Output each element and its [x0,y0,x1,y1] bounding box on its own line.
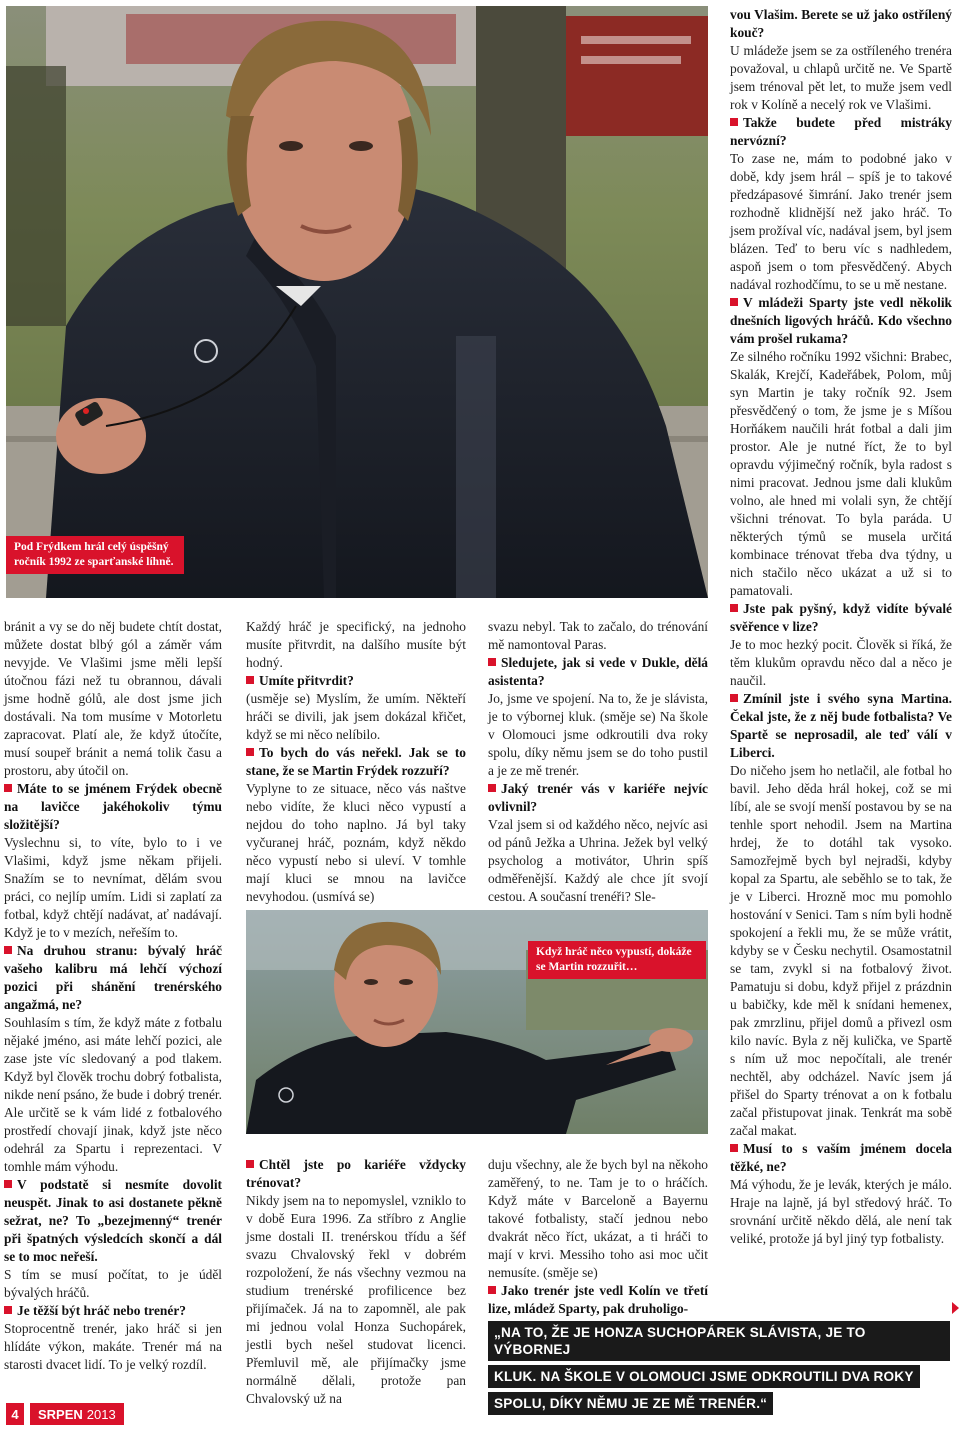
interview-answer-text: Stoprocentně trenér, jako hráč si jen hlídáte výkon, makáte. Trenér má na starosti dvacet lidí. To je velký rozdíl. [4,1321,222,1372]
interview-question [4,780,222,834]
interview-question-text: To bych do vás neřekl. Jak se to stane, že se Martin Frýdek rozzuří? [246,745,466,778]
interview-question [488,654,708,690]
pull-quote [488,1321,950,1419]
interview-answer [246,690,466,744]
interview-answer [4,1266,222,1302]
page-footer [6,1403,124,1425]
interview-question [246,744,466,780]
interview-question-text: Na druhou stranu: bývalý hráč vašeho kalibru má lehčí výchozí pozici při shánění trenérského angažmá, ne? [4,943,222,1012]
interview-answer [4,834,222,942]
question-bullet-icon [246,1160,254,1168]
question-bullet-icon [488,784,496,792]
secondary-photo-caption [528,941,706,979]
interview-answer-text: To zase ne, mám to podobné jako v době, kdy jsem hrál – spíš je to takové předzápasové šimrání. Jako trenér jsem rozhodně klidnější než jako hráč. To jsem prožíval víc, nadával jsem, byl jsem blázen. Teď to beru víc s nadhledem, aspoň jsem o tom přesvědčený. Abych nadával rozhodčímu, to se u mě nestane. [730,151,952,292]
interview-answer [488,1156,708,1282]
interview-question [246,1156,466,1192]
interview-question-text: Je těžší být hráč nebo trenér? [17,1303,186,1318]
interview-answer [246,618,466,672]
question-bullet-icon [4,784,12,792]
interview-answer [730,762,952,1140]
continue-arrow-icon [952,1302,959,1314]
interview-question [730,1140,952,1176]
interview-answer [730,150,952,294]
interview-question [4,1176,222,1266]
interview-answer-text: Do ničeho jsem ho netlačil, ale fotbal ho bavil. Jeho děda hrál hokej, což se mi líbí, ale se svojí menší postavou by se na tenhle sport nehodil. Jsem na Martina hrdej, že to dotáhl tak vysoko. Samozřejmě bych byl nejradši, kdyby kopal za Spartu, ale seběhlo se to tak, že je v Liberci. Hrozně moc mu pomohlo hostování v Senici. Tam s ním byli hodně spokojení a řekli mu, že se může vrátit, kdyby se v Česku nechytil. Osamostatnil se tam, zvykl si na fotbalový život. Pamatuju si dobu, když přijel z prázdnin u babičky, kde měl k snídani hemenex, pak zmrzlinu, přijel domů a přivezl osm kilo navíc. Byla z něj kulička, ve Spartě s ním už moc nepočítali, ale trenér nechtěl, aby odcházel. Navíc jsem já přišel do Sparty trénovat a on k fotbalu začal přistupovat jinak. Tenkrát ma sobě začal makat. [730,763,952,1138]
interview-answer [246,780,466,906]
issue-month: SRPEN [38,1406,83,1422]
interview-answer [488,816,708,906]
article-column-1 [4,618,222,1374]
interview-question-text: vou Vlašim. Berete se už jako ostřílený kouč? [730,7,952,40]
interview-question-text: V podstatě si nesmíte dovolit neuspět. Jinak to asi dostanete pěkně sežrat, ne? To „bezejmenný“ trenér při špatných výsledcích skončí a dál se to moc neřeší. [4,1177,222,1264]
interview-question-text: Takže budete před mistráky nervózní? [730,115,952,148]
interview-question-text: Sledujete, jak si vede v Dukle, dělá asistenta? [488,655,708,688]
article-column-4 [730,6,952,1248]
interview-question-text: Chtěl jste po kariéře vždycky trénovat? [246,1157,466,1190]
interview-question [246,672,466,690]
interview-answer-text: (usměje se) Myslím, že umím. Někteří hráči se divili, jak jsem dokázal křičet, když se mi něco nelíbilo. [246,691,466,742]
issue-label [30,1403,124,1425]
interview-answer [4,618,222,780]
pull-quote-line: „NA TO, ŽE JE HONZA SUCHOPÁREK SLÁVISTA, JE TO VÝBORNEJ [488,1321,950,1361]
main-photo-caption-text: Pod Frýdkem hrál celý úspěšný ročník 1992 ze sparťanské líhně. [14,541,174,568]
page-number: 4 [6,1403,24,1425]
interview-answer-text: Vyslechnu si, to víte, bylo to i ve Vlašimi, když jsme někam přijeli. Snažím se to nevnímat, dělám svou práci, co nejlíp umím. Lidi si zaplatí za fotbal, když chtějí nadávat, ať nadávají. Když je to v mezích, neřeším to. [4,835,222,940]
interview-answer [730,348,952,600]
question-bullet-icon [488,1286,496,1294]
article-column-2-bottom [246,1156,466,1408]
interview-answer-text: duju všechny, ale že bych byl na někoho zaměřený, to ne. Tam je to o hráčích. Když máte v Barceloně a Bayernu takové fotbalisty, stačí jednou nebo dvakrát něco říct, ukázat, a ti hráči to mají v krvi. Messiho toho asi moc učit nemusíte. (směje se) [488,1157,708,1280]
question-bullet-icon [4,1180,12,1188]
interview-question [488,1282,708,1318]
interview-question-text: Máte to se jménem Frýdek obecně na lavičce jakéhokoliv týmu složitější? [4,781,222,832]
main-photo [6,6,708,598]
interview-question-text: Musí to s vaším jménem docela těžké, ne? [730,1141,952,1174]
interview-answer [730,1176,952,1248]
question-bullet-icon [246,676,254,684]
question-bullet-icon [246,748,254,756]
interview-answer-text: Vyplyne to ze situace, něco vás naštve nebo vidíte, že kluci něco vypustí a nejdou do toho naplno. Já byl taky vyčuranej hráč, poznám, když někdo něco vypustí nebo si uleví. V tomhle mají kluci se mnou na lavičce nevyhodou. (usmívá se) [246,781,466,904]
interview-answer [488,690,708,780]
interview-answer-text: S tím se musí počítat, to je úděl bývalých hráčů. [4,1267,222,1300]
interview-answer-text: Je to moc hezký pocit. Člověk si říká, že těm klukům opravdu něco dal a něco je naučil. [730,637,952,688]
question-bullet-icon [488,658,496,666]
pull-quote-line: KLUK. NA ŠKOLE V OLOMOUCI JSME ODKROUTILI DVA ROKY [488,1365,920,1388]
interview-answer-text: Vzal jsem si od každého něco, nejvíc asi od pánů Ježka a Uhrina. Ježek byl velký psycholog a motivátor, Uhrin spíš odměřenější. Každý ale chce jít svojí cestou. A současní trenéři? Sle- [488,817,708,904]
interview-answer-text: U mládeže jsem se za ostříleného trenéra považoval, u chlapů určitě ne. Ve Spartě jsem trénoval pět let, to muže jsem vedl rok v Kolíně a necelý rok ve Vlašimi. [730,43,952,112]
issue-year: 2013 [86,1406,116,1422]
interview-answer-text: svazu nebyl. Tak to začalo, do trénování mě namontoval Paras. [488,619,708,652]
question-bullet-icon [730,604,738,612]
article-column-3-bottom [488,1156,708,1318]
interview-question-text: V mládeži Sparty jste vedl několik dnešních ligových hráčů. Kdo všechno vám prošel rukama? [730,295,952,346]
interview-question [730,6,952,42]
article-column-2-top [246,618,466,906]
main-photo-caption [6,536,184,574]
question-bullet-icon [4,946,12,954]
interview-answer-text: Jo, jsme ve spojení. Na to, že je slávista, je to výbornej kluk. (směje se) Na škole v Olomouci jsme odkroutili dva roky spolu, díky němu jsem se do toho pustil a je ze mě trenér. [488,691,708,778]
interview-answer-text: Má výhodu, že je levák, kterých je málo. Hraje na lajně, já byl středový hráč. To srovnání určitě někdo dělá, ale není tak veliké, protože já byl jiný typ fotbalisty. [730,1177,952,1246]
interview-answer-text: bránit a vy se do něj budete chtít dostat, můžete dostat blbý gól a záměr vám nevyjde. Ve Vlašimi jsme měli lepší útočnou fázi než tu obrannou, dávali jsme hodně gólů, ale dost jsme jich dostávali. Na tom musíme v Motorletu zapracovat. Platí ale, že když útočíte, musí soupeř bránit a nemá tolik času a prostoru, aby útočil on. [4,619,222,778]
interview-question [730,114,952,150]
question-bullet-icon [730,694,738,702]
question-bullet-icon [730,1144,738,1152]
interview-answer [4,1014,222,1176]
interview-question [4,1302,222,1320]
interview-question-text: Jako trenér jste vedl Kolín ve třetí lize, mládež Sparty, pak druholigo- [488,1283,708,1316]
interview-answer-text: Souhlasím s tím, že když máte z fotbalu nějaké jméno, asi máte lehčí pozici, ale zase jste víc sledovaný a pod tlakem. Když byl člověk trochu dobrý fotbalista, nikde není psáno, že bude i dobrý trenér. Ale určitě se k vám lidé z fotbalového prostředí chovají jinak, když jste něco odehrál za Spartu i reprezentaci. V tomhle mám výhodu. [4,1015,222,1174]
interview-answer [246,1192,466,1408]
interview-question [4,942,222,1014]
pull-quote-line: SPOLU, DÍKY NĚMU JE ZE MĚ TRENÉR.“ [488,1392,773,1415]
interview-question-text: Jaký trenér vás v kariéře nejvíc ovlivnil? [488,781,708,814]
interview-answer [4,1320,222,1374]
interview-question [488,780,708,816]
interview-question-text: Jste pak pyšný, když vidíte bývalé svěřence v lize? [730,601,952,634]
interview-answer [730,636,952,690]
interview-question [730,690,952,762]
interview-question-text: Zmínil jste i svého syna Martina. Čekal jste, že z něj bude fotbalista? Ve Spartě se neprosadil, ale teď válí v Liberci. [730,691,952,760]
article-column-3-top [488,618,708,906]
interview-question-text: Umíte přitvrdit? [259,673,354,688]
question-bullet-icon [4,1306,12,1314]
interview-answer-text: Každý hráč je specifický, na jednoho musíte přitvrdit, na dalšího musíte být hodný. [246,619,466,670]
coach-portrait-image [6,6,708,598]
interview-answer-text: Ze silného ročníku 1992 všichni: Brabec, Skalák, Krejčí, Kadeřábek, Polom, můj syn Martin je taky ročník 92. Jsem přesvědčený o tom, že jsme je s Míšou Horňákem naučili hrát fotbal a dali jim prostor. Ale je nutné říct, že to byl opravdu výjimečný ročník, byla radost s nimi pracovat. Jednou jsme dali klukům volno, ale hned mi volali syn, že chtějí všichni trénovat. To byla paráda. U některých týmů se musela určitá kombinace trénovat třeba dva týdny, u nich stačilo něco ukázat a už si to pamatovali. [730,349,952,598]
interview-answer [730,42,952,114]
interview-question [730,294,952,348]
interview-question [730,600,952,636]
interview-answer [488,618,708,654]
question-bullet-icon [730,118,738,126]
interview-answer-text: Nikdy jsem na to nepomyslel, vzniklo to v době Eura 1996. Za stříbro z Anglie jsme dostali II. trenérskou třídu a šéf svazu Chvalovský řekl v dobrém rozpoložení, že nás všechny vezmou na studium trenérské profilicence bez přijímaček. Já na to zapomněl, ale pak mi jednou volal Honza Suchopárek, jestli bych nešel studovat licenci. Přemluvil mě, ale přijímačky jsme normálně dělali, protože pan Chvalovský už na [246,1193,466,1406]
secondary-photo-caption-text: Když hráč něco vypustí, dokáže se Martin rozzuřit… [536,946,692,973]
question-bullet-icon [730,298,738,306]
